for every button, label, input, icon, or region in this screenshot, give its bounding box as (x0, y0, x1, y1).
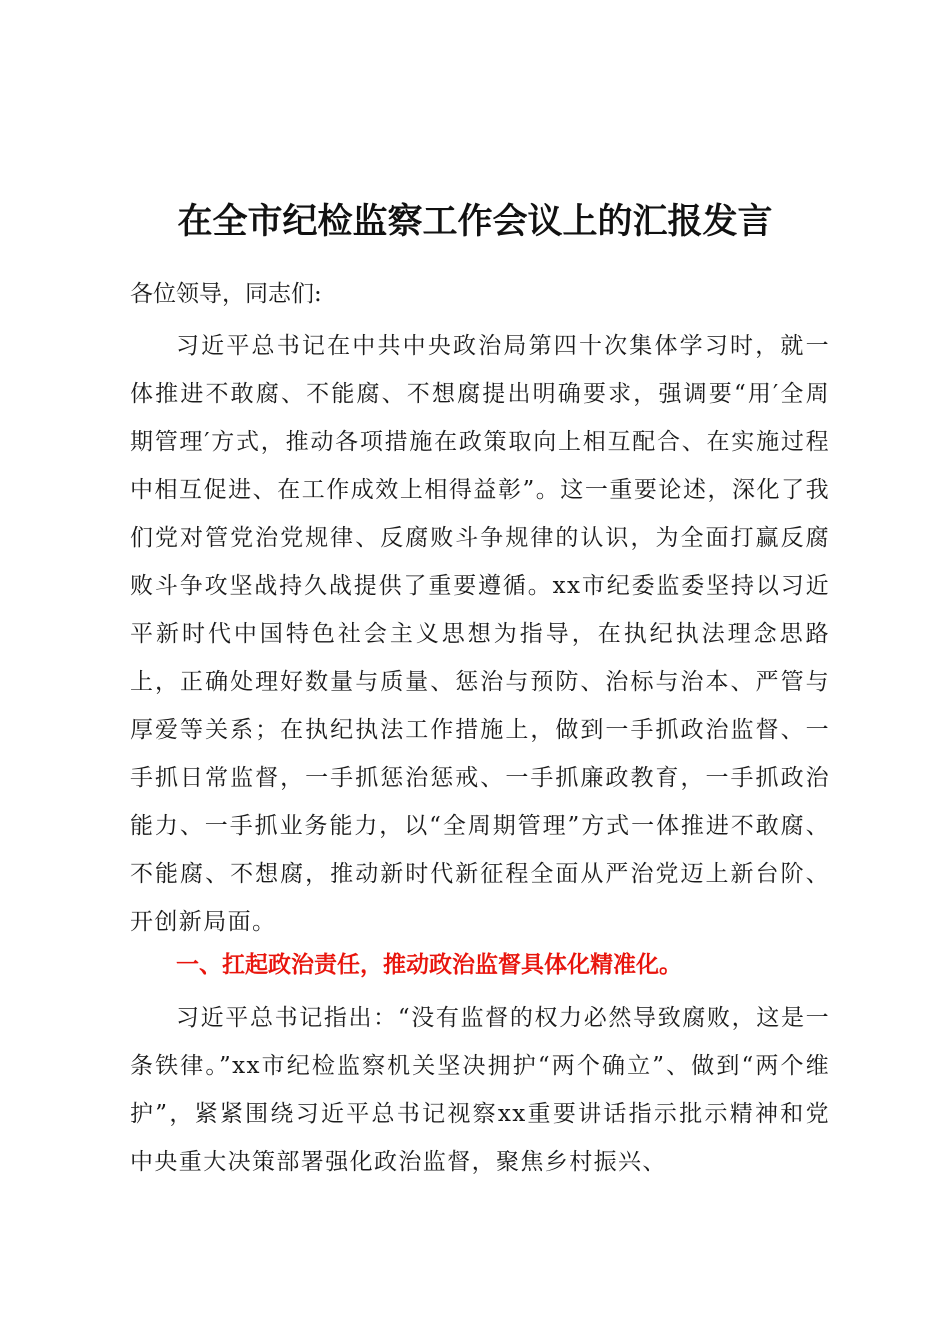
paragraph-intro: 习近平总书记在中共中央政治局第四十次集体学习时，就一体推进不敢腐、不能腐、不想腐提出明确要求，强调要“用′全周期管理′方式，推动各项措施在政策取向上相互配合、在实施过程中相互促进、在工作成效上相得益彰”。这一重要论述，深化了我们党对管党治党规律、反腐败斗争规律的认识，为全面打赢反腐败斗争攻坚战持久战提供了重要遵循。xx市纪委监委坚持以习近平新时代中国特色社会主义思想为指导，在执纪执法理念思路上，正确处理好数量与质量、惩治与预防、治标与治本、严管与厚爱等关系；在执纪执法工作措施上，做到一手抓政治监督、一手抓日常监督，一手抓惩治惩戒、一手抓廉政教育，一手抓政治能力、一手抓业务能力，以“全周期管理”方式一体推进不敢腐、不能腐、不想腐，推动新时代新征程全面从严治党迈上新台阶、开创新局面。 (130, 333, 830, 935)
salutation: 各位领导，同志们: (130, 281, 322, 307)
paragraph-section-1: 习近平总书记指出：“没有监督的权力必然导致腐败，这是一条铁律。”xx市纪检监察机关坚决拥护“两个确立”、做到“两个维护”，紧紧围绕习近平总书记视察xx重要讲话指示批示精神和党中央重大决策部署强化政治监督，聚焦乡村振兴、 (130, 1005, 830, 1175)
document-title: 在全市纪检监察工作会议上的汇报发言 (177, 202, 773, 242)
section-heading-1: 一、扛起政治责任，推动政治监督具体化精准化。 (176, 952, 682, 978)
